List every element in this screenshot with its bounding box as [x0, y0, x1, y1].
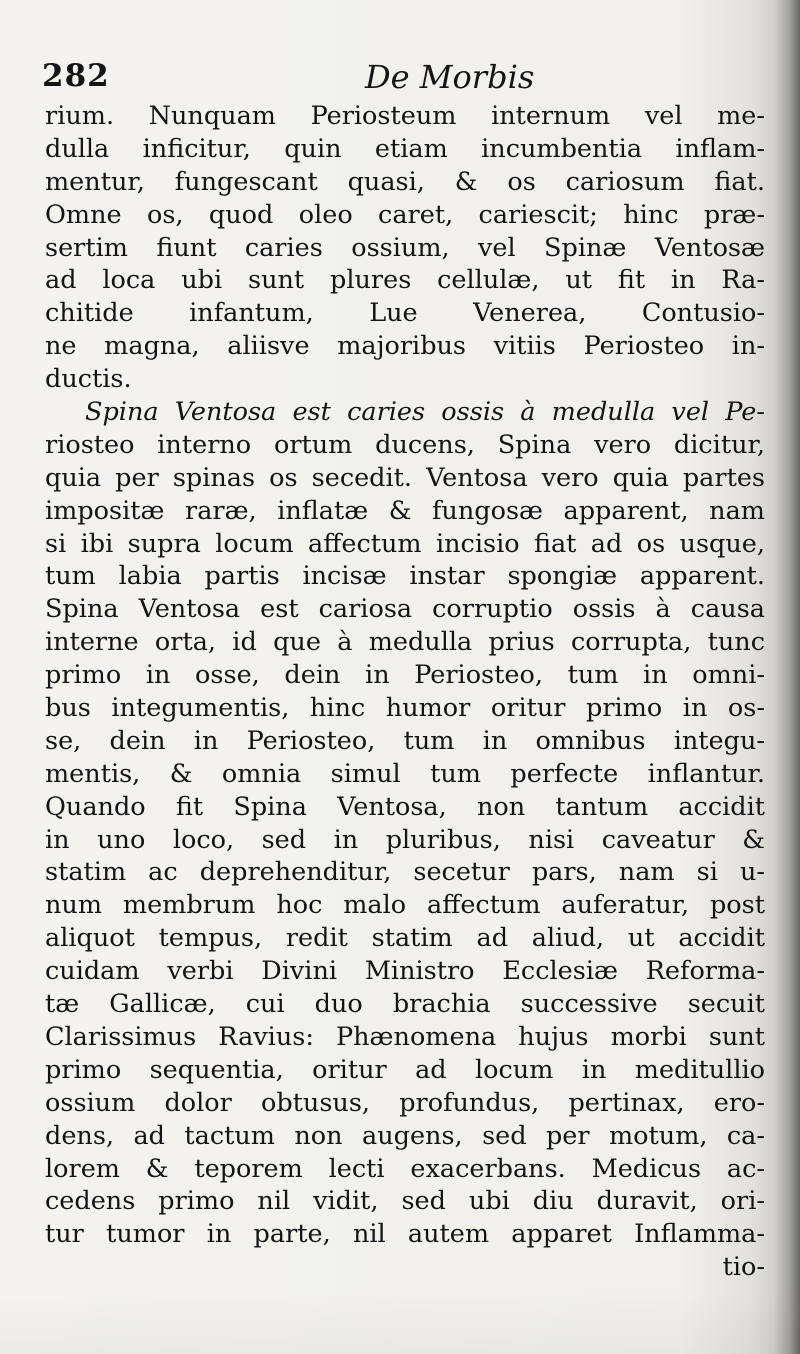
catchword: tio-	[722, 1252, 765, 1283]
text-line: cuidam verbi Divini Ministro Ecclesiæ Reforma-	[45, 956, 765, 987]
text-line: quia per spinas os secedit. Ventosa vero quia partes	[45, 462, 765, 493]
bottom-shading	[0, 1290, 800, 1354]
text-line: cedens primo nil vidit, sed ubi diu duravit, ori-	[45, 1186, 765, 1217]
text-line: Spina Ventosa est caries ossis à medulla vel Pe-	[85, 397, 765, 428]
text-line: num membrum hoc malo affectum auferatur, post	[45, 890, 765, 921]
text-line: Omne os, quod oleo caret, cariescit; hinc præ-	[45, 199, 765, 230]
text-line: ossium dolor obtusus, profundus, pertinax, ero-	[45, 1087, 765, 1118]
text-line: primo sequentia, oritur ad locum in meditullio	[45, 1054, 765, 1085]
page-edge-shadow	[774, 0, 800, 1354]
page-header	[40, 58, 770, 98]
text-line: in uno loco, sed in pluribus, nisi caveatur &	[45, 824, 765, 855]
text-line: sertim fiunt caries ossium, vel Spinæ Ventosæ	[45, 232, 765, 263]
page-number: 282	[42, 58, 110, 94]
text-line: si ibi supra locum affectum incisio fiat ad os usque,	[45, 528, 765, 559]
text-line: riosteo interno ortum ducens, Spina vero dicitur,	[45, 429, 765, 460]
text-line: Spina Ventosa est cariosa corruptio ossis à causa	[45, 594, 765, 625]
text-line: interne orta, id que à medulla prius corrupta, tunc	[45, 627, 765, 658]
text-line: rium. Nunquam Periosteum internum vel me-	[45, 101, 765, 131]
text-line: tur tumor in parte, nil autem apparet Inflamma-	[45, 1219, 765, 1250]
text-line: ne magna, aliisve majoribus vitiis Periosteo in-	[45, 331, 765, 362]
text-line: se, dein in Periosteo, tum in omnibus integu-	[45, 725, 765, 756]
text-line: dulla inficitur, quin etiam incumbentia inflam-	[45, 133, 765, 164]
text-line: dens, ad tactum non augens, sed per motum, ca-	[45, 1120, 765, 1151]
text-line: ad loca ubi sunt plures cellulæ, ut fit in Ra-	[45, 265, 765, 296]
text-line: ductis.	[45, 364, 132, 395]
text-line: chitide infantum, Lue Venerea, Contusio-	[45, 298, 765, 329]
text-line: bus integumentis, hinc humor oritur primo in os-	[45, 693, 765, 724]
text-line: mentur, fungescant quasi, & os cariosum fiat.	[45, 166, 765, 197]
text-line: statim ac deprehenditur, secetur pars, nam si u-	[45, 857, 765, 888]
text-line: tum labia partis incisæ instar spongiæ apparent.	[45, 561, 765, 592]
body-text	[45, 100, 765, 1284]
text-line: Clarissimus Ravius: Phænomena hujus morbi sunt	[45, 1021, 765, 1052]
text-line: tæ Gallicæ, cui duo brachia successive secuit	[45, 989, 765, 1020]
text-line: Quando fit Spina Ventosa, non tantum accidit	[45, 791, 765, 822]
running-head: De Morbis	[365, 58, 535, 96]
text-line: primo in osse, dein in Periosteo, tum in omni-	[45, 660, 765, 691]
text-line: impositæ raræ, inflatæ & fungosæ apparent, nam	[45, 495, 765, 526]
text-line: aliquot tempus, redit statim ad aliud, ut accidit	[45, 923, 765, 954]
text-line: lorem & teporem lecti exacerbans. Medicus ac-	[45, 1153, 765, 1184]
text-line: mentis, & omnia simul tum perfecte inflantur.	[45, 758, 765, 789]
